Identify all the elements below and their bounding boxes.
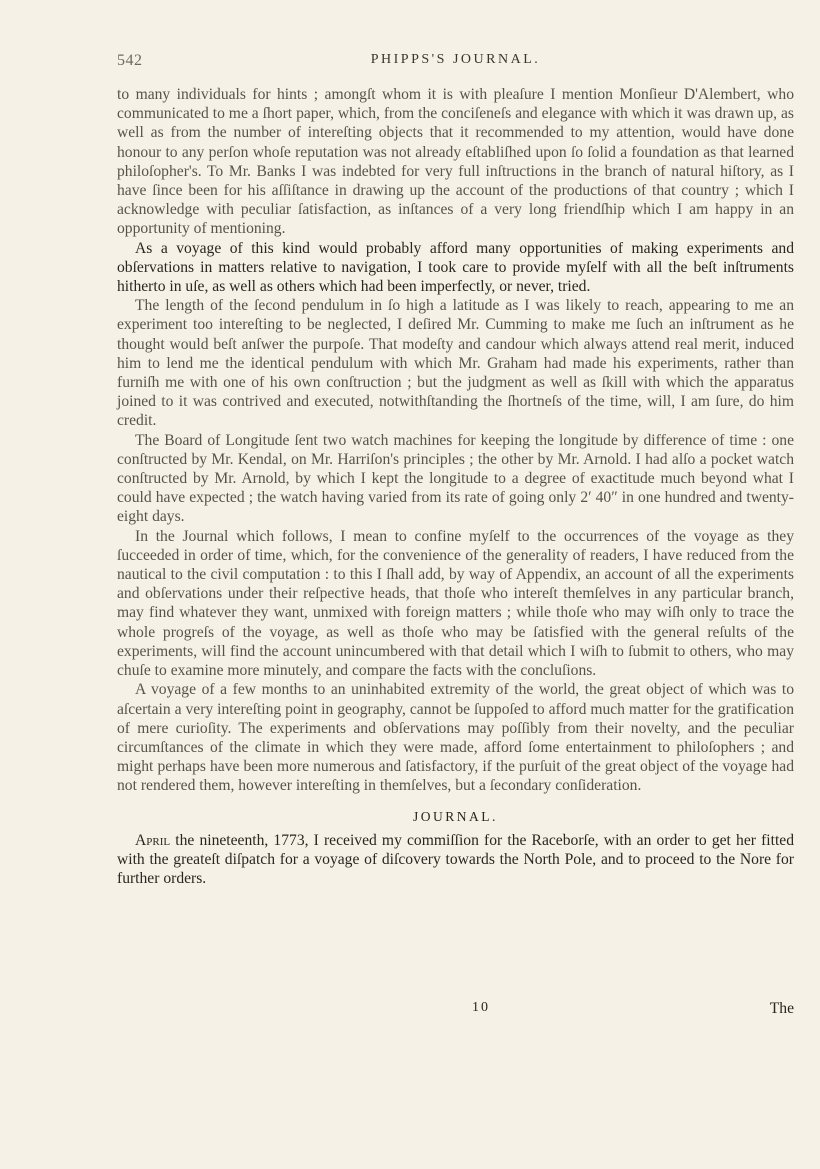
page-footer — [117, 1000, 794, 1024]
running-head — [117, 52, 794, 78]
journal-opening-text: the nineteenth, 1773, I received my commiſſion for the Raceborſe, with an order to get her fitted with the greateſt diſpatch for a voyage of diſcovery towards the North Pole, and to proceed to the Nore for further orders. — [117, 831, 794, 888]
lead-word-april: April — [135, 831, 171, 849]
paragraph-journal-opening — [117, 831, 794, 889]
paragraph-board-of-longitude: The Board of Longitude ſent two watch machines for keeping the longitude by difference of time : one conſtructed by Mr. Kendal, on Mr. Harriſon's principles ; the other by Mr. Arnold. I had alſo a pocket watch conſtructed by Mr. Arnold, by which I kept the longitude to a degree of exactitude much beyond what I could have expected ; the watch having varied from its rate of going only 2′ 40″ in one hundred and twenty-eight days. — [117, 431, 794, 526]
catchword: The — [769, 1000, 794, 1017]
section-heading-journal: JOURNAL. — [413, 808, 498, 824]
page-number: 542 — [117, 52, 143, 69]
paragraph-journal-plan: In the Journal which follows, I mean to confine myſelf to the occurrences of the voyage as they ſucceeded in order of time, which, for the convenience of the generality of readers, I have reduced from the nautical to the civil computation : to this I ſhall add, by way of Appendix, an account of all the experiments and obſervations under their reſpective heads, that thoſe who intereſt themſelves in any particular branch, may find whatever they want, unmixed with foreign matters ; while thoſe who may wiſh only to trace the whole progreſs of the voyage, as well as thoſe who may be ſatisfied with the general reſults of the experiments, will find the account unincumbered with that detail which I wiſh to ſubmit to others, who may chuſe to examine more minutely, and compare the facts with the concluſions. — [117, 527, 794, 680]
paragraph-dalembert: to many individuals for hints ; amongſt whom it is with pleaſure I mention Monſieur D'Alembert, who communicated to me a ſhort paper, which, from the conciſeneſs and elegance with which it was drawn up, as well as from the number of intereſting objects that it recommended to my attention, would have done honour to any perſon whoſe reputation was not already eſtabliſhed upon ſo ſolid a foundation as that learned philoſopher's. To Mr. Banks I was indebted for very full inſtructions in the branch of natural hiſtory, as I have ſince been for his aſſiſtance in drawing up the account of the productions of that country ; which I acknowledge with peculiar ſatisfaction, as inſtances of a very long friendſhip which I am happy in an opportunity of mentioning. — [117, 86, 794, 238]
signature-mark: 10 — [472, 1000, 490, 1015]
running-title: PHIPPS'S JOURNAL. — [370, 52, 541, 67]
paragraph-instruments: As a voyage of this kind would probably afford many opportunities of making experiments and obſervations in matters relative to navigation, I took care to provide myſelf with all the beſt inſtruments hitherto in uſe, as well as others which had been imperfectly, or never, tried. — [117, 239, 794, 296]
page-body — [117, 85, 794, 888]
paragraph-voyage-purpose: A voyage of a few months to an uninhabited extremity of the world, the great object of which was to aſcertain a very intereſting point in geography, cannot be ſuppoſed to afford much matter for the gratification of mere curioſity. The experiments and obſervations may poſſibly from their novelty, and the peculiar circumſtances of the climate in which they were made, afford ſome entertainment to philoſophers ; and might perhaps have been more numerous and ſatisfactory, if the purſuit of the great object of the voyage had not rendered them, however intereſting in themſelves, but a ſecondary conſideration. — [117, 681, 794, 795]
paragraph-pendulum: The length of the ſecond pendulum in ſo high a latitude as I was likely to reach, appearing to me an experiment too intereſting to be neglected, I deſired Mr. Cumming to make me ſuch an inſtrument as he thought would beſt anſwer the purpoſe. That modeſty and candour which always attend real merit, induced him to lend me the identical pendulum with which Mr. Graham had made his experiments, rather than furniſh me with one of his own conſtruction ; but the judgment as well as ſkill with which the apparatus joined to it was contrived and executed, notwithſtanding the ſhortneſs of the time, will, I am ſure, do him credit. — [117, 297, 794, 430]
